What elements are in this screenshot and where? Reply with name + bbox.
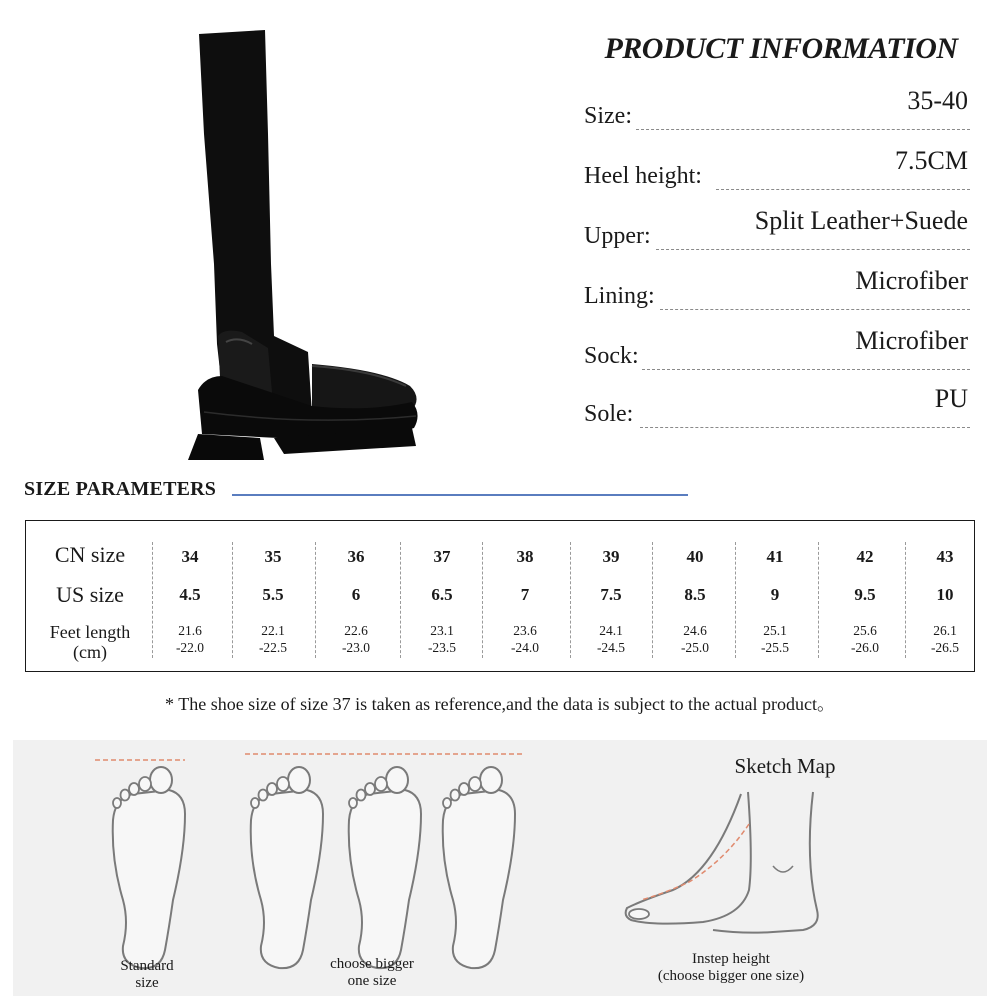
caption-line: one size bbox=[347, 973, 397, 989]
cn-size-cell: 39 bbox=[602, 547, 620, 566]
info-row-sock bbox=[584, 326, 970, 370]
heading-rule bbox=[232, 494, 688, 496]
feet-length-value: -24.0 bbox=[510, 640, 540, 655]
row-label-line: Feet length bbox=[49, 622, 131, 642]
feet-length-value: 25.6 bbox=[853, 623, 877, 638]
info-row-lining bbox=[584, 266, 970, 310]
caption-instep-height bbox=[628, 951, 834, 985]
column-divider bbox=[482, 542, 483, 658]
feet-length-value: 22.1 bbox=[261, 623, 285, 638]
feet-length-value: 21.6 bbox=[178, 623, 202, 638]
dotted-leader bbox=[636, 129, 970, 130]
caption-line: (choose bigger one size) bbox=[657, 968, 805, 984]
foot-outline-icon bbox=[251, 767, 323, 968]
cn-size-cell: 40 bbox=[686, 547, 704, 566]
column-divider bbox=[735, 542, 736, 658]
feet-length-value: -24.5 bbox=[596, 640, 626, 655]
column-divider bbox=[905, 542, 906, 658]
feet-length-value: 24.1 bbox=[599, 623, 623, 638]
us-size-cell: 9 bbox=[770, 585, 780, 604]
product-photo-panel bbox=[12, 14, 560, 460]
info-row-sole bbox=[584, 384, 970, 428]
caption-line: choose bigger bbox=[330, 956, 414, 972]
caption-line: size bbox=[135, 975, 159, 991]
feet-length-value: 26.1 bbox=[933, 623, 957, 638]
info-label: Heel height: bbox=[584, 163, 702, 189]
cn-size-cell: 38 bbox=[516, 547, 534, 566]
info-label: Size: bbox=[584, 103, 632, 129]
size-footnote: * The shoe size of size 37 is taken as reference,and the data is subject to the actual product。 bbox=[165, 694, 835, 714]
column-divider bbox=[652, 542, 653, 658]
info-value: Split Leather+Suede bbox=[754, 206, 968, 235]
cn-size-cell: 37 bbox=[433, 547, 451, 566]
feet-length-value: -22.5 bbox=[258, 640, 288, 655]
dotted-leader bbox=[716, 189, 970, 190]
feet-length-cell bbox=[660, 622, 730, 656]
sketch-map-title: Sketch Map bbox=[734, 754, 836, 778]
info-row-size bbox=[584, 86, 970, 130]
cn-size-cell: 41 bbox=[766, 547, 784, 566]
dotted-leader bbox=[660, 309, 970, 310]
row-label-line: (cm) bbox=[73, 642, 107, 662]
feet-length-value: 22.6 bbox=[344, 623, 368, 638]
us-size-cell: 6 bbox=[351, 585, 361, 604]
product-info-title: PRODUCT INFORMATION bbox=[604, 32, 958, 65]
column-divider bbox=[570, 542, 571, 658]
caption-line: Instep height bbox=[692, 951, 770, 967]
cn-size-cell: 36 bbox=[347, 547, 365, 566]
us-size-cell: 8.5 bbox=[684, 585, 706, 604]
feet-length-value: -23.0 bbox=[341, 640, 371, 655]
info-label: Sock: bbox=[584, 343, 639, 369]
info-value: 35-40 bbox=[907, 86, 968, 115]
info-label: Lining: bbox=[584, 283, 655, 309]
foot-outline-icon bbox=[113, 767, 185, 968]
cn-size-cell: 34 bbox=[181, 547, 199, 566]
cn-size-cell: 35 bbox=[264, 547, 282, 566]
dotted-leader bbox=[656, 249, 970, 250]
feet-length-value: 25.1 bbox=[763, 623, 787, 638]
feet-length-value: -26.0 bbox=[850, 640, 880, 655]
feet-length-value: 23.1 bbox=[430, 623, 454, 638]
info-value: PU bbox=[934, 384, 968, 413]
feet-length-value: 23.6 bbox=[513, 623, 537, 638]
feet-length-value: -25.0 bbox=[680, 640, 710, 655]
feet-length-value: -22.0 bbox=[175, 640, 205, 655]
caption-standard-size bbox=[92, 958, 202, 992]
feet-length-cell bbox=[407, 622, 477, 656]
info-label: Sole: bbox=[584, 401, 634, 427]
feet-length-value: -23.5 bbox=[427, 640, 457, 655]
info-value: 7.5CM bbox=[895, 146, 968, 175]
column-divider bbox=[818, 542, 819, 658]
us-size-cell: 10 bbox=[936, 585, 954, 604]
cn-size-cell: 43 bbox=[936, 547, 954, 566]
feet-length-cell bbox=[830, 622, 900, 656]
feet-length-cell bbox=[321, 622, 391, 656]
feet-length-value: -25.5 bbox=[760, 640, 790, 655]
info-row-heel-height bbox=[584, 146, 970, 190]
us-size-cell: 6.5 bbox=[431, 585, 453, 604]
row-label-feet-length bbox=[25, 622, 155, 662]
us-size-cell: 4.5 bbox=[179, 585, 201, 604]
caption-choose-bigger bbox=[302, 956, 442, 990]
column-divider bbox=[400, 542, 401, 658]
column-divider bbox=[152, 542, 153, 658]
feet-length-cell bbox=[740, 622, 810, 656]
info-value: Microfiber bbox=[855, 266, 968, 295]
column-divider bbox=[232, 542, 233, 658]
us-size-cell: 5.5 bbox=[262, 585, 284, 604]
feet-length-value: 24.6 bbox=[683, 623, 707, 638]
side-foot-icon bbox=[626, 792, 818, 933]
feet-length-cell bbox=[155, 622, 225, 656]
info-row-upper bbox=[584, 206, 970, 250]
dotted-leader bbox=[642, 369, 970, 370]
caption-line: Standard bbox=[120, 958, 174, 974]
row-label-us-size: US size bbox=[56, 582, 124, 607]
column-divider bbox=[315, 542, 316, 658]
row-label-cn-size: CN size bbox=[54, 542, 126, 567]
us-size-cell: 9.5 bbox=[854, 585, 876, 604]
feet-length-cell bbox=[576, 622, 646, 656]
us-size-cell: 7.5 bbox=[600, 585, 622, 604]
feet-length-cell bbox=[910, 622, 980, 656]
info-value: Microfiber bbox=[855, 326, 968, 355]
cn-size-cell: 42 bbox=[856, 547, 874, 566]
boot-photo bbox=[12, 14, 560, 460]
dotted-leader bbox=[640, 427, 970, 428]
info-label: Upper: bbox=[584, 223, 651, 249]
feet-length-cell bbox=[238, 622, 308, 656]
foot-outline-icon bbox=[443, 767, 515, 968]
feet-length-value: -26.5 bbox=[930, 640, 960, 655]
size-parameters-heading: SIZE PARAMETERS bbox=[24, 478, 217, 500]
foot-outline-icon bbox=[349, 767, 421, 968]
us-size-cell: 7 bbox=[520, 585, 530, 604]
feet-length-cell bbox=[490, 622, 560, 656]
